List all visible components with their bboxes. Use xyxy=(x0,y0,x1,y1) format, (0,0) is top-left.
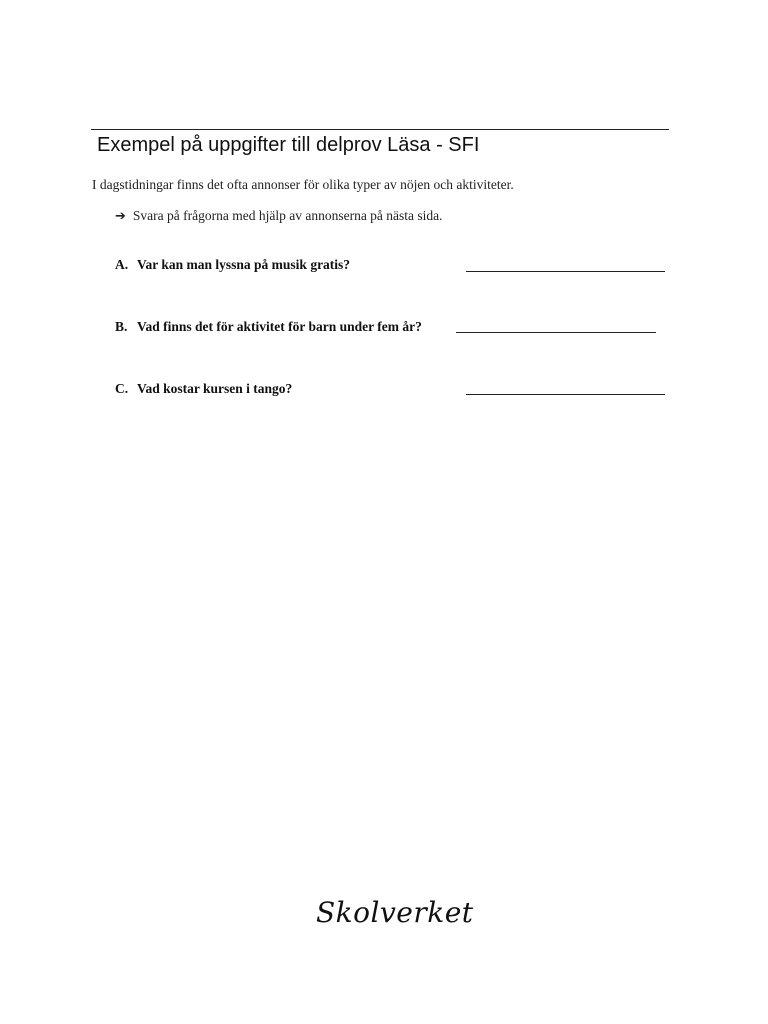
answer-line-c[interactable] xyxy=(466,394,665,395)
question-c xyxy=(115,381,292,397)
answer-line-a[interactable] xyxy=(466,271,665,272)
question-text: Var kan man lyssna på musik gratis? xyxy=(137,257,351,272)
header-rule xyxy=(91,129,669,130)
question-a xyxy=(115,257,350,273)
intro-text: I dagstidningar finns det ofta annonser för olika typer av nöjen och aktiviteter. xyxy=(92,177,514,192)
question-letter: A. xyxy=(115,257,129,272)
question-text: Vad kostar kursen i tango? xyxy=(137,381,293,396)
instruction xyxy=(115,208,443,224)
skolverket-logo: Skolverket xyxy=(316,896,474,929)
question-b xyxy=(115,319,422,335)
question-text: Vad finns det för aktivitet för barn under fem år? xyxy=(137,319,422,334)
instruction-text: Svara på frågorna med hjälp av annonserna på nästa sida. xyxy=(132,208,443,223)
question-letter: C. xyxy=(115,381,129,396)
question-letter: B. xyxy=(115,319,128,334)
page-title: Exempel på uppgifter till delprov Läsa - SFI xyxy=(97,134,480,156)
answer-line-b[interactable] xyxy=(456,332,656,333)
right-arrow-icon: ➔ xyxy=(115,209,126,224)
